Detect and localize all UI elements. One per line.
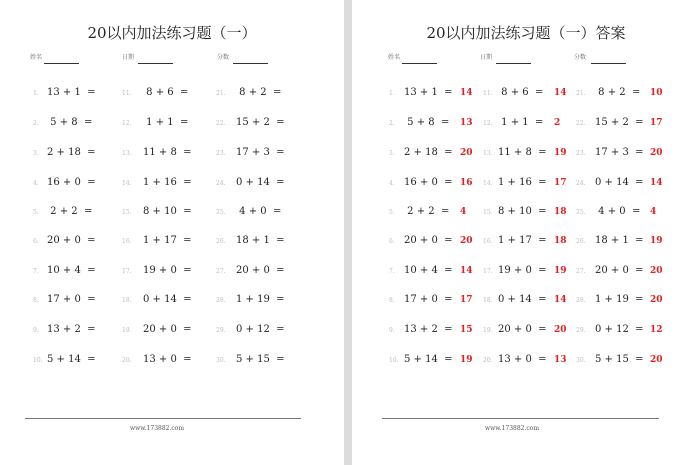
- problem-expression: 13 + 1 =: [47, 87, 96, 98]
- problem-number: 9.: [33, 327, 39, 334]
- problem-expression: 19 + 0 =: [498, 265, 547, 276]
- problem-number: 20.: [122, 357, 132, 364]
- problem-number: 15.: [483, 209, 493, 216]
- problem-number: 24.: [576, 180, 586, 187]
- problem-answer: 12: [650, 325, 663, 335]
- problem-number: 8.: [33, 297, 39, 304]
- problem-expression: 0 + 12 =: [595, 324, 644, 335]
- problem-answer: 17: [650, 118, 663, 128]
- problem-number: 20.: [483, 357, 493, 364]
- problem-expression: 13 + 1 =: [404, 87, 453, 98]
- problem-answer: 20: [460, 236, 473, 246]
- problem-expression: 11 + 8 =: [498, 147, 547, 158]
- name-blank: [402, 63, 437, 64]
- problem-number: 25.: [576, 209, 586, 216]
- problem-expression: 15 + 2 =: [595, 117, 644, 128]
- problem-number: 28.: [216, 297, 226, 304]
- problem-answer: 20: [460, 148, 473, 158]
- problem-expression: 17 + 0 =: [404, 294, 453, 305]
- problem-expression: 8 + 2 =: [236, 87, 282, 98]
- problem-number: 28.: [576, 297, 586, 304]
- date-label: 日期: [122, 54, 135, 61]
- problem-number: 16.: [483, 238, 493, 245]
- problem-expression: 13 + 2 =: [47, 324, 96, 335]
- problem-expression: 20 + 0 =: [143, 324, 192, 335]
- problem-expression: 20 + 0 =: [595, 265, 644, 276]
- problem-number: 15.: [122, 209, 132, 216]
- footer-url: www.173882.com: [484, 425, 540, 432]
- problem-number: 18.: [122, 297, 132, 304]
- problem-answer: 13: [460, 118, 473, 128]
- problem-expression: 0 + 14 =: [236, 177, 285, 188]
- problem-expression: 18 + 1 =: [236, 235, 285, 246]
- problem-expression: 2 + 18 =: [47, 147, 96, 158]
- problem-expression: 1 + 16 =: [498, 177, 547, 188]
- problem-expression: 16 + 0 =: [404, 177, 453, 188]
- problem-number: 3.: [33, 150, 39, 157]
- problem-expression: 8 + 10 =: [143, 206, 192, 217]
- problem-expression: 5 + 14 =: [404, 354, 453, 365]
- problem-number: 1.: [33, 90, 39, 97]
- problem-number: 29.: [216, 327, 226, 334]
- problem-number: 22.: [576, 120, 586, 127]
- problem-expression: 0 + 14 =: [143, 294, 192, 305]
- footer-url: www.173882.com: [129, 425, 185, 432]
- problem-number: 7.: [389, 268, 395, 275]
- problem-expression: 18 + 1 =: [595, 235, 644, 246]
- problem-answer: 19: [554, 266, 567, 276]
- problem-expression: 10 + 4 =: [47, 265, 96, 276]
- problem-expression: 5 + 14 =: [47, 354, 96, 365]
- problem-answer: 19: [554, 148, 567, 158]
- problem-number: 27.: [576, 268, 586, 275]
- problem-answer: 2: [554, 118, 561, 128]
- problem-answer: 20: [650, 295, 663, 305]
- problem-number: 22.: [216, 120, 226, 127]
- problem-answer: 17: [554, 178, 567, 188]
- problem-number: 3.: [389, 150, 395, 157]
- problem-number: 25.: [216, 209, 226, 216]
- problem-expression: 2 + 18 =: [404, 147, 453, 158]
- problem-number: 17.: [122, 268, 132, 275]
- problem-answer: 13: [554, 355, 567, 365]
- problem-expression: 5 + 15 =: [595, 354, 644, 365]
- problem-number: 23.: [576, 150, 586, 157]
- worksheet-page: [0, 0, 344, 465]
- score-label: 分数: [574, 54, 587, 61]
- problem-number: 19.: [122, 327, 132, 334]
- problem-expression: 1 + 1 =: [498, 117, 544, 128]
- problem-number: 6.: [389, 238, 395, 245]
- footer-divider: [25, 418, 301, 419]
- problem-expression: 13 + 2 =: [404, 324, 453, 335]
- problem-answer: 20: [650, 148, 663, 158]
- problem-answer: 14: [460, 88, 473, 98]
- footer-divider: [382, 418, 659, 419]
- problem-expression: 20 + 0 =: [404, 235, 453, 246]
- problem-expression: 11 + 8 =: [143, 147, 192, 158]
- problem-number: 23.: [216, 150, 226, 157]
- problem-number: 2.: [33, 120, 39, 127]
- problem-number: 9.: [389, 327, 395, 334]
- problem-expression: 13 + 0 =: [143, 354, 192, 365]
- page-title: 20以内加法练习题（一）: [87, 24, 257, 42]
- problem-answer: 14: [554, 295, 567, 305]
- problem-expression: 20 + 0 =: [47, 235, 96, 246]
- problem-number: 26.: [216, 238, 226, 245]
- problem-number: 5.: [33, 209, 39, 216]
- problem-answer: 20: [650, 266, 663, 276]
- problem-expression: 1 + 16 =: [143, 177, 192, 188]
- name-blank: [44, 63, 79, 64]
- problem-expression: 1 + 19 =: [595, 294, 644, 305]
- problem-expression: 1 + 19 =: [236, 294, 285, 305]
- problem-number: 30.: [576, 357, 586, 364]
- problem-number: 10.: [389, 357, 399, 364]
- problem-expression: 2 + 2 =: [404, 206, 450, 217]
- problem-number: 13.: [483, 150, 493, 157]
- problem-expression: 10 + 4 =: [404, 265, 453, 276]
- problem-number: 17.: [483, 268, 493, 275]
- problem-expression: 13 + 0 =: [498, 354, 547, 365]
- problem-number: 8.: [389, 297, 395, 304]
- problem-number: 14.: [483, 180, 493, 187]
- problem-expression: 20 + 0 =: [498, 324, 547, 335]
- problem-expression: 1 + 17 =: [143, 235, 192, 246]
- problem-expression: 2 + 2 =: [47, 206, 93, 217]
- problem-expression: 0 + 14 =: [595, 177, 644, 188]
- problem-number: 2.: [389, 120, 395, 127]
- problem-answer: 14: [460, 266, 473, 276]
- problem-number: 10.: [33, 357, 43, 364]
- date-blank: [138, 63, 173, 64]
- problem-answer: 20: [650, 355, 663, 365]
- answer-page: [352, 0, 700, 465]
- problem-answer: 4: [650, 207, 657, 217]
- problem-answer: 19: [460, 355, 473, 365]
- problem-expression: 17 + 3 =: [236, 147, 285, 158]
- problem-number: 16.: [122, 238, 132, 245]
- problem-answer: 18: [554, 236, 567, 246]
- problem-expression: 5 + 8 =: [47, 117, 93, 128]
- page-title: 20以内加法练习题（一）答案: [426, 24, 626, 42]
- problem-expression: 5 + 8 =: [404, 117, 450, 128]
- problem-number: 12.: [483, 120, 493, 127]
- problem-number: 14.: [122, 180, 132, 187]
- problem-expression: 15 + 2 =: [236, 117, 285, 128]
- problem-number: 30.: [216, 357, 226, 364]
- problem-number: 4.: [389, 180, 395, 187]
- problem-answer: 14: [554, 88, 567, 98]
- problem-number: 5.: [389, 209, 395, 216]
- name-label: 姓名: [388, 54, 401, 61]
- problem-expression: 8 + 6 =: [498, 87, 544, 98]
- problem-number: 26.: [576, 238, 586, 245]
- problem-number: 11.: [122, 90, 132, 97]
- score-blank: [233, 63, 268, 64]
- problem-expression: 1 + 1 =: [143, 117, 189, 128]
- problem-answer: 18: [554, 207, 567, 217]
- problem-number: 7.: [33, 268, 39, 275]
- problem-expression: 19 + 0 =: [143, 265, 192, 276]
- problem-expression: 4 + 0 =: [236, 206, 282, 217]
- problem-expression: 1 + 17 =: [498, 235, 547, 246]
- score-label: 分数: [217, 54, 230, 61]
- problem-number: 13.: [122, 150, 132, 157]
- problem-number: 1.: [389, 90, 395, 97]
- problem-number: 21.: [216, 90, 226, 97]
- problem-number: 11.: [483, 90, 493, 97]
- problem-number: 21.: [576, 90, 586, 97]
- problem-expression: 20 + 0 =: [236, 265, 285, 276]
- problem-number: 12.: [122, 120, 132, 127]
- problem-number: 27.: [216, 268, 226, 275]
- problem-answer: 14: [650, 178, 663, 188]
- problem-expression: 8 + 10 =: [498, 206, 547, 217]
- problem-expression: 17 + 0 =: [47, 294, 96, 305]
- problem-answer: 16: [460, 178, 473, 188]
- problem-expression: 4 + 0 =: [595, 206, 641, 217]
- problem-expression: 8 + 2 =: [595, 87, 641, 98]
- date-blank: [496, 63, 531, 64]
- problem-expression: 0 + 12 =: [236, 324, 285, 335]
- problem-number: 18.: [483, 297, 493, 304]
- problem-expression: 5 + 15 =: [236, 354, 285, 365]
- problem-number: 6.: [33, 238, 39, 245]
- date-label: 日期: [480, 54, 493, 61]
- score-blank: [591, 63, 626, 64]
- problem-number: 29.: [576, 327, 586, 334]
- name-label: 姓名: [30, 54, 43, 61]
- problem-answer: 19: [650, 236, 663, 246]
- problem-answer: 4: [460, 207, 467, 217]
- problem-expression: 8 + 6 =: [143, 87, 189, 98]
- problem-number: 19.: [483, 327, 493, 334]
- problem-answer: 20: [554, 325, 567, 335]
- problem-expression: 16 + 0 =: [47, 177, 96, 188]
- problem-expression: 17 + 3 =: [595, 147, 644, 158]
- problem-number: 24.: [216, 180, 226, 187]
- problem-answer: 10: [650, 88, 663, 98]
- problem-expression: 0 + 14 =: [498, 294, 547, 305]
- problem-number: 4.: [33, 180, 39, 187]
- problem-answer: 15: [460, 325, 473, 335]
- problem-answer: 17: [460, 295, 473, 305]
